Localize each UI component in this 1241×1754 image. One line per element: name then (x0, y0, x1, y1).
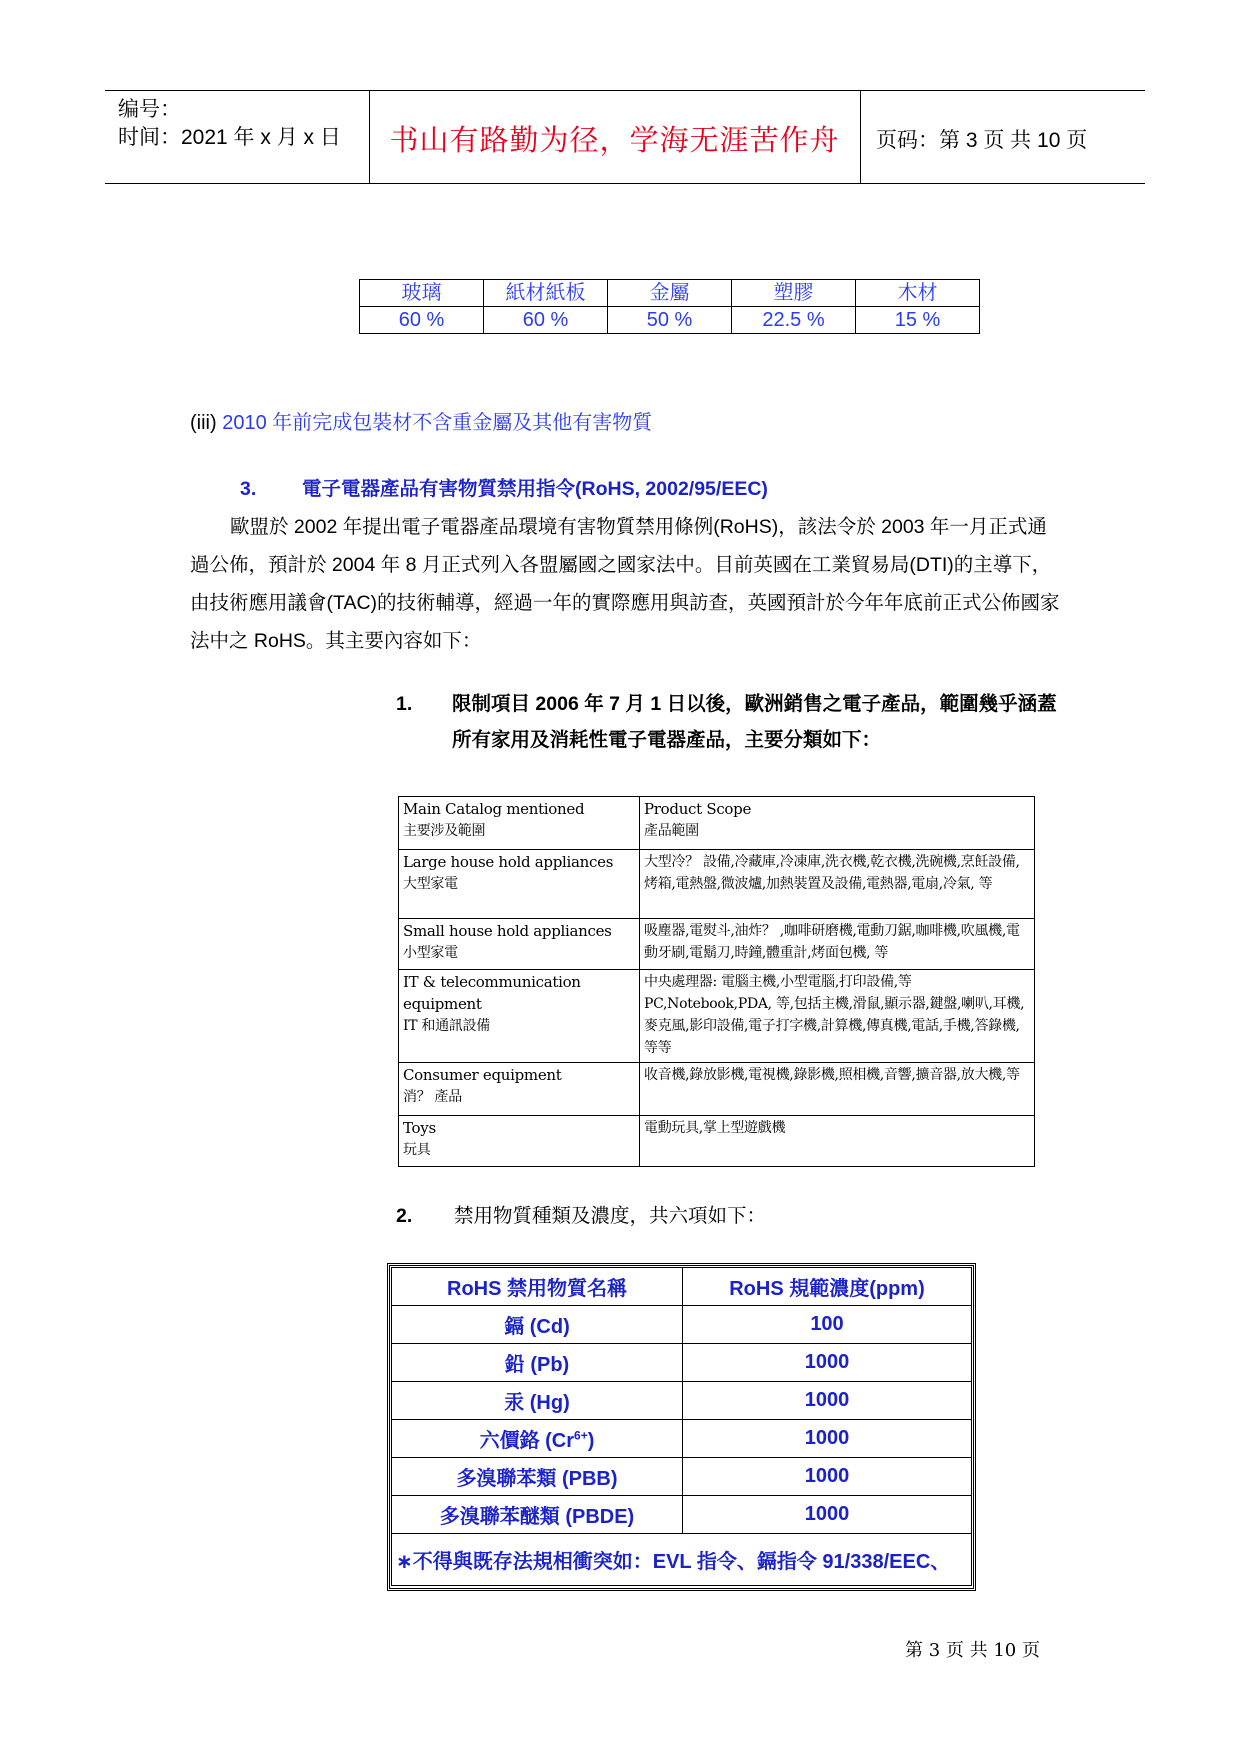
substance-header: RoHS 禁用物質名稱 (392, 1268, 683, 1306)
paragraph-iii-prefix: (iii) (190, 412, 223, 434)
section-title: 電子電器產品有害物質禁用指令(RoHS, 2002/95/EEC) (302, 478, 768, 500)
catalog-header-zh: 主要涉及範圍 (403, 823, 486, 839)
limit-cell: 1000 (683, 1496, 972, 1534)
scope-header-en: Product Scope (644, 800, 752, 818)
table-row (399, 1116, 1035, 1167)
catalog-zh: 小型家電 (403, 945, 458, 961)
list-item-1 (396, 686, 1066, 758)
list-item-text: 禁用物質種類及濃度，共六項如下： (454, 1205, 767, 1227)
table-note-row (392, 1534, 972, 1586)
substance-cell (392, 1420, 683, 1458)
table-header-row (392, 1268, 972, 1306)
rate-cell: 50 % (608, 307, 732, 334)
list-item-number: 2. (396, 1205, 413, 1227)
substance-name-end: ) (587, 1430, 595, 1452)
table-row (392, 1344, 972, 1382)
scope-cell: 大型冷？ 設備,冷藏庫,冷凍庫,洗衣機,乾衣機,洗碗機,烹飪設備,烤箱,電熱盤,微波爐,加熱裝置及設備,電熱器,電扇,冷氣, 等 (640, 850, 1035, 919)
paragraph-iii (190, 406, 652, 435)
material-cell: 金屬 (608, 280, 732, 307)
table-header-row (399, 797, 1035, 850)
rate-row (360, 307, 980, 334)
page-footer: 第 3 页 共 10 页 (905, 1640, 1040, 1661)
catalog-en: Large house hold appliances (403, 853, 614, 871)
material-cell: 玻璃 (360, 280, 484, 307)
table-row (392, 1306, 972, 1344)
limit-cell: 1000 (683, 1344, 972, 1382)
limit-cell: 100 (683, 1306, 972, 1344)
header-page-label: 页码：第 3 页 共 10 页 (876, 129, 1088, 152)
header-number-label: 编号： (118, 98, 181, 121)
table-cell (399, 850, 640, 919)
table-row (399, 970, 1035, 1063)
table-row (399, 919, 1035, 970)
catalog-en: Toys (403, 1119, 436, 1137)
rate-cell: 60 % (360, 307, 484, 334)
substance-cell: 多溴聯苯類 (PBB) (392, 1458, 683, 1496)
table-cell (399, 1063, 640, 1116)
substance-cell: 鉛 (Pb) (392, 1344, 683, 1382)
catalog-zh: 玩具 (403, 1142, 431, 1158)
section-number: 3. (240, 478, 257, 500)
limit-cell: 1000 (683, 1420, 972, 1458)
header-time-label: 时间：2021 年 x 月 x 日 (118, 126, 341, 149)
rate-cell: 60 % (484, 307, 608, 334)
material-cell: 木材 (856, 280, 980, 307)
table-row (399, 1063, 1035, 1116)
list-item-2 (396, 1198, 1066, 1234)
header-top-rule (105, 90, 1145, 91)
material-cell: 紙材紙板 (484, 280, 608, 307)
substance-superscript: 6+ (574, 1428, 588, 1443)
catalog-zh: 消？ 產品 (403, 1089, 462, 1105)
header-divider (860, 90, 861, 183)
rohs-table-frame (387, 1263, 976, 1591)
scope-header-zh: 產品範圍 (644, 823, 699, 839)
scope-cell: 收音機,錄放影機,電視機,錄影機,照相機,音響,擴音器,放大機,等 (640, 1063, 1035, 1116)
table-cell (399, 1116, 640, 1167)
table-row (392, 1496, 972, 1534)
catalog-header-en: Main Catalog mentioned (403, 800, 585, 818)
limit-cell: 1000 (683, 1382, 972, 1420)
paragraph-iii-text: 2010 年前完成包裝材不含重金屬及其他有害物質 (222, 412, 653, 434)
substance-name: 六價鉻 (Cr (479, 1430, 575, 1452)
scope-cell: 吸塵器,電熨斗,油炸？ ,咖啡研磨機,電動刀鋸,咖啡機,吹風機,電動牙刷,電鬍刀,時鐘,體重計,烤面包機, 等 (640, 919, 1035, 970)
rate-cell: 15 % (856, 307, 980, 334)
body-paragraph: 歐盟於 2002 年提出電子電器產品環境有害物質禁用條例(RoHS)，該法令於 2003 年一月正式通過公佈，預計於 2004 年 8 月正式列入各盟屬國之國家法中。目前英國在工業貿易局(DTI)的主導下，由技術應用議會(TAC)的技術輔導，經過一年的實際應用與訪查，英國預計於今年年底前正式公佈國家法中之 RoHS。其主要內容如下： (190, 516, 1060, 652)
table-note: ∗不得與既存法規相衝突如：EVL 指令、鎘指令 91/338/EEC、 (392, 1534, 972, 1586)
material-cell: 塑膠 (732, 280, 856, 307)
material-row (360, 280, 980, 307)
table-row (392, 1458, 972, 1496)
limit-header: RoHS 規範濃度(ppm) (683, 1268, 972, 1306)
section-3-heading (240, 473, 768, 501)
scope-cell: 電動玩具,掌上型遊戲機 (640, 1116, 1035, 1167)
rate-cell: 22.5 % (732, 307, 856, 334)
rohs-substance-table (391, 1267, 972, 1586)
header-bottom-rule (105, 183, 1145, 184)
table-cell (399, 797, 640, 850)
table-row (392, 1382, 972, 1420)
catalog-en: IT & telecommunication equipment (403, 973, 581, 1013)
product-scope-table (398, 796, 1035, 1167)
section-3-body (190, 508, 1062, 660)
catalog-zh: IT 和通訊設備 (403, 1018, 490, 1034)
catalog-zh: 大型家電 (403, 876, 458, 892)
catalog-en: Consumer equipment (403, 1066, 562, 1084)
table-row (392, 1420, 972, 1458)
table-row (399, 850, 1035, 919)
recycling-rate-table (359, 279, 980, 334)
table-cell (640, 797, 1035, 850)
table-cell (399, 919, 640, 970)
substance-cell: 鎘 (Cd) (392, 1306, 683, 1344)
catalog-en: Small house hold appliances (403, 922, 612, 940)
substance-cell: 多溴聯苯醚類 (PBDE) (392, 1496, 683, 1534)
limit-cell: 1000 (683, 1458, 972, 1496)
list-item-number: 1. (396, 693, 413, 715)
substance-cell: 汞 (Hg) (392, 1382, 683, 1420)
table-cell (399, 970, 640, 1063)
scope-cell: 中央處理器: 電腦主機,小型電腦,打印設備,等 PC,Notebook,PDA, 等,包括主機,滑鼠,顯示器,鍵盤,喇叭,耳機,麥克風,影印設備,電子打字機,計算機,傳真機,電話,手機,答錄機,等等 (640, 970, 1035, 1063)
list-item-text: 限制項目 2006 年 7 月 1 日以後，歐洲銷售之電子產品，範圍幾乎涵蓋所有家用及消耗性電子電器產品，主要分類如下： (452, 693, 1057, 751)
header-motto: 书山有路勤为径，学海无涯苦作舟 (389, 123, 840, 157)
